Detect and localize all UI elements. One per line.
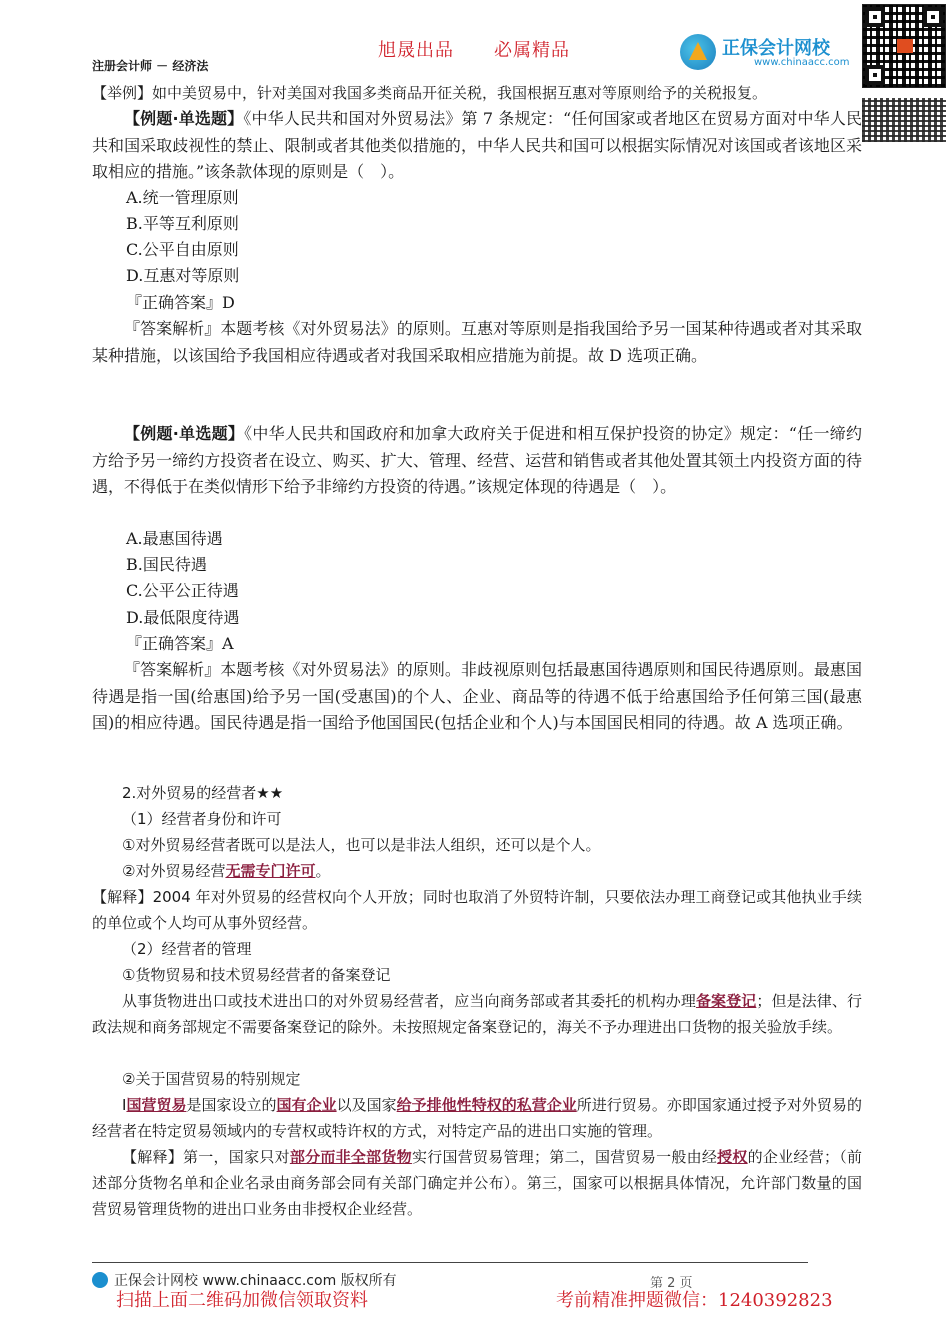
brand-logo[interactable] bbox=[680, 32, 855, 72]
subsection-1: （1）经营者身份和许可 bbox=[122, 810, 282, 828]
paragraph-filing-text: 从事货物进出口或技术进出口的对外贸易经营者，应当向商务部或者其委托的机构办理 bbox=[122, 992, 696, 1010]
text-c: 以及国家 bbox=[336, 1096, 397, 1114]
item-2-end: 。 bbox=[315, 862, 331, 880]
highlight-partial-goods: 部分而非全部货物 bbox=[289, 1148, 412, 1166]
explanation-2 bbox=[92, 1144, 862, 1222]
logo-icon bbox=[680, 34, 716, 70]
wechat-note: 考前精准押题微信：1240392823 bbox=[556, 1290, 833, 1311]
slogan-left: 旭晟出品 bbox=[378, 40, 454, 61]
option-d: D.最低限度待遇 bbox=[126, 608, 240, 627]
question-1-answer: 『正确答案』D bbox=[126, 293, 235, 312]
question-2-stem bbox=[92, 421, 862, 501]
page-number: 第 2 页 bbox=[650, 1276, 693, 1291]
example-intro: 【举例】如中美贸易中，针对美国对我国多类商品开征关税，我国根据互惠对等原则给予的关税报复。 bbox=[92, 84, 768, 102]
item-2 bbox=[92, 858, 862, 884]
slogan-right: 必属精品 bbox=[494, 40, 570, 61]
section-title: 2.对外贸易的经营者★★ bbox=[122, 784, 284, 802]
highlight-state-owned: 国有企业 bbox=[276, 1096, 337, 1114]
slogan bbox=[378, 36, 610, 62]
highlight-filing: 备案登记 bbox=[695, 992, 757, 1010]
question-1-tag: 【例题·单选题】 bbox=[124, 109, 244, 128]
question-1-stem bbox=[92, 106, 862, 186]
subsection-2: （2）经营者的管理 bbox=[122, 940, 252, 958]
logo-url: www.chinaacc.com bbox=[754, 57, 850, 68]
option-b: B.平等互利原则 bbox=[126, 214, 239, 233]
highlight-state-trade: 国营贸易 bbox=[126, 1096, 187, 1114]
scan-note: 扫描上面二维码加微信领取资料 bbox=[116, 1290, 368, 1311]
text-b: 是国家设立的 bbox=[186, 1096, 277, 1114]
paragraph-filing bbox=[92, 988, 862, 1040]
item-3: ①货物贸易和技术贸易经营者的备案登记 bbox=[122, 966, 391, 984]
qr-badge-icon bbox=[897, 39, 913, 53]
question-2-answer: 『正确答案』A bbox=[126, 634, 234, 653]
side-qr-icon bbox=[862, 98, 946, 142]
option-a: A.最惠国待遇 bbox=[126, 529, 223, 548]
item-4: ②关于国营贸易的特别规定 bbox=[122, 1070, 301, 1088]
footer-logo-icon bbox=[92, 1272, 108, 1288]
paragraph-state-trade bbox=[92, 1092, 862, 1144]
highlight-no-license: 无需专门许可 bbox=[225, 862, 316, 880]
footer-divider bbox=[92, 1262, 808, 1263]
option-b: B.国民待遇 bbox=[126, 555, 207, 574]
text-c: 的企业经营；（前述部分货物名单和企业名录由商务部会同有关部门确定并公布）。第三，国家可以根据具体情况，允许部门数量的国营贸易管理货物的进出口业务由非授权企业经营。 bbox=[92, 1148, 862, 1218]
question-1-text: 《中华人民共和国对外贸易法》第 7 条规定：“任何国家或者地区在贸易方面对中华人民共和国采取歧视性的禁止、限制或者其他类似措施的，中华人民共和国可以根据实际情况对该国或者该地区采取相应的措施。”该条款体现的原则是（ ）。 bbox=[92, 109, 862, 181]
text-d: 所进行贸易。亦即国家通过授予对外贸易的经营者在特定贸易领域内的专营权或特许权的方式，对特定产品的进出口实施的管理。 bbox=[92, 1096, 862, 1140]
item-2-text: ②对外贸易经营 bbox=[122, 862, 226, 880]
roman-one: Ⅰ bbox=[122, 1096, 127, 1114]
question-1-analysis: 『答案解析』本题考核《对外贸易法》的原则。互惠对等原则是指我国给予另一国某种待遇或者对其采取某种措施，以该国给予我国相应待遇或者对我国采取相应措施为前提。故 D 选项正确。 bbox=[92, 319, 862, 365]
question-2-tag: 【例题·单选题】 bbox=[124, 424, 245, 443]
option-c: C.公平公正待遇 bbox=[126, 581, 239, 600]
highlight-private: 给予排他性特权的私营企业 bbox=[396, 1096, 577, 1114]
copyright-text: 正保会计网校 www.chinaacc.com 版权所有 bbox=[114, 1273, 397, 1289]
question-2-text: 《中华人民共和国政府和加拿大政府关于促进和相互保护投资的协定》规定：“任一缔约方给予另一缔约方投资者在设立、购买、扩大、管理、经营、运营和销售或者其他处置其领土内投资方面的待遇，不得低于在类似情形下给予非缔约方投资的待遇。”该规定体现的待遇是（ ）。 bbox=[92, 424, 862, 496]
option-a: A.统一管理原则 bbox=[126, 188, 239, 207]
qr-code-icon[interactable] bbox=[862, 4, 946, 88]
paragraph-filing-rest: ；但是法律、行政法规和商务部规定不需要备案登记的除外。未按照规定备案登记的，海关不予办理进出口货物的报关验放手续。 bbox=[92, 992, 862, 1036]
logo-name: 正保会计网校 bbox=[722, 38, 830, 59]
text-a: 【解释】第一，国家只对 bbox=[122, 1148, 290, 1166]
option-d: D.互惠对等原则 bbox=[126, 266, 240, 285]
text-b: 实行国营贸易管理；第二，国营贸易一般由经 bbox=[411, 1148, 718, 1166]
item-1: ①对外贸易经营者既可以是法人，也可以是非法人组织，还可以是个人。 bbox=[122, 836, 601, 854]
explanation-1: 【解释】2004 年对外贸易的经营权向个人开放；同时也取消了外贸特许制，只要依法办理工商登记或其他执业手续的单位或个人均可从事外贸经营。 bbox=[92, 888, 862, 932]
subject-title: 注册会计师 － 经济法 bbox=[92, 59, 209, 73]
highlight-authorized: 授权 bbox=[717, 1148, 748, 1166]
option-c: C.公平自由原则 bbox=[126, 240, 239, 259]
question-2-analysis: 『答案解析』本题考核《对外贸易法》的原则。非歧视原则包括最惠国待遇原则和国民待遇原则。最惠国待遇是指一国(给惠国)给予另一国(受惠国)的个人、企业、商品等的待遇不低于给惠国给予任何第三国(最惠国)的相应待遇。国民待遇是指一国给予他国国民(包括企业和个人)与本国国民相同的待遇。故 A 选项正确。 bbox=[92, 660, 862, 732]
